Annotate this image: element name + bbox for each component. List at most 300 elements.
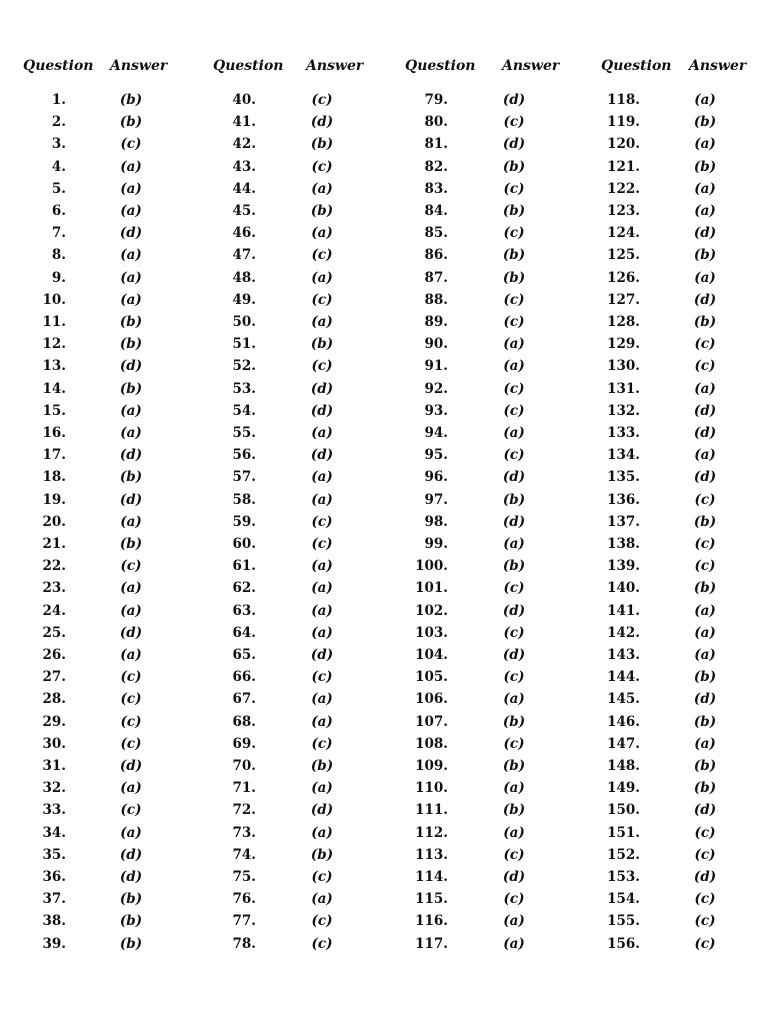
question-number: 58. [232, 492, 256, 508]
question-number: 75. [232, 869, 256, 885]
answer-value: (b) [693, 780, 717, 796]
question-number: 130. [607, 358, 640, 374]
answer-value: (c) [311, 159, 333, 175]
question-number: 99. [424, 536, 448, 552]
answer-value: (b) [693, 669, 717, 685]
question-number: 52. [232, 358, 256, 374]
question-number: 69. [232, 736, 256, 752]
question-number: 91. [424, 358, 448, 374]
answer-header: Answer [306, 58, 364, 74]
answer-value: (d) [119, 492, 143, 508]
question-number: 92. [424, 381, 448, 397]
answer-value: (b) [119, 913, 143, 929]
answer-value: (a) [311, 625, 333, 641]
question-number: 102. [415, 603, 448, 619]
question-number: 113. [415, 847, 448, 863]
answer-value: (a) [503, 825, 525, 841]
question-number: 24. [42, 603, 66, 619]
question-number: 44. [232, 181, 256, 197]
answer-value: (d) [502, 647, 526, 663]
question-number: 66. [232, 669, 256, 685]
question-number: 36. [42, 869, 66, 885]
answer-value: (a) [311, 270, 333, 286]
answer-value: (c) [311, 292, 333, 308]
question-number: 4. [51, 159, 66, 175]
question-number: 73. [232, 825, 256, 841]
answer-value: (d) [310, 114, 334, 130]
answer-value: (a) [311, 825, 333, 841]
question-number: 98. [424, 514, 448, 530]
answer-value: (d) [310, 447, 334, 463]
answer-value: (b) [119, 381, 143, 397]
question-number: 56. [232, 447, 256, 463]
answer-value: (a) [694, 181, 716, 197]
question-number: 54. [232, 403, 256, 419]
question-number: 46. [232, 225, 256, 241]
question-number: 28. [42, 691, 66, 707]
question-number: 2. [51, 114, 66, 130]
answer-value: (b) [310, 336, 334, 352]
question-number: 122. [607, 181, 640, 197]
answer-value: (b) [119, 114, 143, 130]
answer-value: (c) [694, 891, 716, 907]
question-number: 90. [424, 336, 448, 352]
question-number: 76. [232, 891, 256, 907]
question-number: 107. [415, 714, 448, 730]
answer-value: (b) [119, 936, 143, 952]
answer-value: (a) [311, 691, 333, 707]
question-number: 77. [232, 913, 256, 929]
question-number: 60. [232, 536, 256, 552]
answer-value: (c) [120, 669, 142, 685]
answer-value: (c) [694, 536, 716, 552]
question-number: 127. [607, 292, 640, 308]
question-number: 124. [607, 225, 640, 241]
answer-value: (a) [694, 92, 716, 108]
answer-value: (a) [503, 358, 525, 374]
answer-value: (c) [311, 869, 333, 885]
answer-value: (a) [694, 203, 716, 219]
answer-value: (d) [310, 403, 334, 419]
answer-value: (c) [694, 358, 716, 374]
answer-value: (c) [503, 580, 525, 596]
answer-value: (a) [694, 625, 716, 641]
answer-value: (b) [119, 891, 143, 907]
answer-value: (d) [502, 469, 526, 485]
answer-value: (c) [503, 447, 525, 463]
answer-value: (d) [119, 225, 143, 241]
answer-value: (d) [310, 381, 334, 397]
question-header: Question [213, 58, 284, 74]
answer-header: Answer [110, 58, 168, 74]
answer-value: (b) [502, 802, 526, 818]
answer-value: (a) [311, 225, 333, 241]
question-number: 20. [42, 514, 66, 530]
answer-value: (d) [693, 469, 717, 485]
question-number: 61. [232, 558, 256, 574]
question-number: 135. [607, 469, 640, 485]
answer-value: (d) [502, 136, 526, 152]
question-number: 39. [42, 936, 66, 952]
answer-value: (a) [120, 825, 142, 841]
answer-value: (a) [311, 580, 333, 596]
question-number: 85. [424, 225, 448, 241]
question-number: 15. [42, 403, 66, 419]
question-number: 145. [607, 691, 640, 707]
answer-value: (d) [502, 869, 526, 885]
question-number: 48. [232, 270, 256, 286]
question-number: 95. [424, 447, 448, 463]
question-number: 33. [42, 802, 66, 818]
question-number: 63. [232, 603, 256, 619]
answer-value: (a) [311, 425, 333, 441]
question-number: 131. [607, 381, 640, 397]
question-number: 26. [42, 647, 66, 663]
answer-value: (a) [503, 780, 525, 796]
answer-value: (d) [119, 447, 143, 463]
answer-header: Answer [502, 58, 560, 74]
answer-value: (a) [311, 714, 333, 730]
answer-value: (c) [503, 225, 525, 241]
answer-value: (a) [120, 203, 142, 219]
question-number: 41. [232, 114, 256, 130]
question-number: 147. [607, 736, 640, 752]
answer-value: (b) [693, 758, 717, 774]
question-number: 149. [607, 780, 640, 796]
question-number: 29. [42, 714, 66, 730]
question-number: 12. [42, 336, 66, 352]
answer-value: (a) [503, 336, 525, 352]
question-number: 153. [607, 869, 640, 885]
question-number: 42. [232, 136, 256, 152]
answer-value: (b) [693, 514, 717, 530]
answer-value: (a) [120, 159, 142, 175]
answer-value: (d) [502, 514, 526, 530]
question-number: 139. [607, 558, 640, 574]
answer-header: Answer [689, 58, 747, 74]
question-number: 59. [232, 514, 256, 530]
question-number: 132. [607, 403, 640, 419]
answer-value: (b) [310, 758, 334, 774]
question-number: 8. [51, 247, 66, 263]
answer-value: (d) [693, 691, 717, 707]
question-number: 19. [42, 492, 66, 508]
answer-value: (b) [310, 203, 334, 219]
question-number: 9. [51, 270, 66, 286]
question-number: 144. [607, 669, 640, 685]
answer-value: (d) [693, 403, 717, 419]
answer-value: (c) [503, 891, 525, 907]
answer-value: (c) [503, 625, 525, 641]
answer-value: (b) [502, 203, 526, 219]
question-number: 88. [424, 292, 448, 308]
question-number: 43. [232, 159, 256, 175]
question-number: 62. [232, 580, 256, 596]
question-number: 1. [51, 92, 66, 108]
answer-value: (c) [311, 247, 333, 263]
answer-value: (c) [311, 514, 333, 530]
answer-value: (b) [119, 314, 143, 330]
question-number: 32. [42, 780, 66, 796]
question-number: 38. [42, 913, 66, 929]
answer-value: (a) [503, 536, 525, 552]
question-number: 140. [607, 580, 640, 596]
answer-value: (c) [311, 736, 333, 752]
question-number: 100. [415, 558, 448, 574]
answer-value: (c) [694, 558, 716, 574]
question-number: 155. [607, 913, 640, 929]
question-number: 74. [232, 847, 256, 863]
answer-value: (c) [503, 669, 525, 685]
answer-value: (a) [694, 270, 716, 286]
question-number: 71. [232, 780, 256, 796]
question-number: 65. [232, 647, 256, 663]
question-number: 154. [607, 891, 640, 907]
question-number: 112. [415, 825, 448, 841]
answer-value: (d) [310, 802, 334, 818]
question-number: 21. [42, 536, 66, 552]
question-number: 133. [607, 425, 640, 441]
question-number: 125. [607, 247, 640, 263]
question-number: 148. [607, 758, 640, 774]
answer-value: (b) [502, 247, 526, 263]
answer-value: (c) [120, 136, 142, 152]
answer-value: (d) [693, 292, 717, 308]
question-number: 106. [415, 691, 448, 707]
answer-value: (d) [119, 625, 143, 641]
question-number: 35. [42, 847, 66, 863]
question-number: 101. [415, 580, 448, 596]
question-number: 16. [42, 425, 66, 441]
question-number: 79. [424, 92, 448, 108]
answer-value: (a) [120, 247, 142, 263]
answer-value: (b) [310, 136, 334, 152]
question-number: 94. [424, 425, 448, 441]
answer-value: (a) [311, 603, 333, 619]
question-number: 57. [232, 469, 256, 485]
question-number: 118. [607, 92, 640, 108]
answer-value: (c) [503, 292, 525, 308]
answer-value: (a) [311, 492, 333, 508]
question-number: 89. [424, 314, 448, 330]
question-number: 93. [424, 403, 448, 419]
answer-value: (a) [120, 425, 142, 441]
question-number: 23. [42, 580, 66, 596]
answer-value: (b) [693, 714, 717, 730]
question-number: 83. [424, 181, 448, 197]
question-number: 137. [607, 514, 640, 530]
question-header: Question [601, 58, 672, 74]
answer-value: (d) [693, 869, 717, 885]
question-number: 11. [42, 314, 66, 330]
answer-value: (c) [694, 825, 716, 841]
question-number: 128. [607, 314, 640, 330]
question-number: 136. [607, 492, 640, 508]
question-number: 97. [424, 492, 448, 508]
question-number: 86. [424, 247, 448, 263]
question-number: 142. [607, 625, 640, 641]
answer-value: (b) [502, 159, 526, 175]
question-number: 150. [607, 802, 640, 818]
question-number: 141. [607, 603, 640, 619]
answer-value: (b) [502, 558, 526, 574]
answer-value: (b) [502, 714, 526, 730]
question-number: 120. [607, 136, 640, 152]
answer-value: (a) [503, 913, 525, 929]
question-number: 129. [607, 336, 640, 352]
answer-value: (a) [311, 891, 333, 907]
question-number: 13. [42, 358, 66, 374]
question-number: 17. [42, 447, 66, 463]
answer-value: (b) [693, 114, 717, 130]
answer-value: (a) [694, 447, 716, 463]
answer-value: (c) [311, 358, 333, 374]
question-number: 3. [51, 136, 66, 152]
answer-value: (b) [502, 492, 526, 508]
answer-value: (c) [311, 936, 333, 952]
answer-value: (c) [503, 181, 525, 197]
answer-value: (b) [693, 247, 717, 263]
answer-value: (d) [119, 358, 143, 374]
question-number: 51. [232, 336, 256, 352]
answer-value: (a) [503, 425, 525, 441]
answer-value: (a) [694, 647, 716, 663]
question-number: 82. [424, 159, 448, 175]
question-number: 151. [607, 825, 640, 841]
answer-value: (c) [694, 336, 716, 352]
question-number: 81. [424, 136, 448, 152]
answer-value: (b) [119, 469, 143, 485]
answer-value: (a) [120, 270, 142, 286]
answer-value: (c) [503, 114, 525, 130]
answer-value: (a) [311, 558, 333, 574]
question-number: 108. [415, 736, 448, 752]
answer-value: (b) [502, 758, 526, 774]
question-number: 5. [51, 181, 66, 197]
answer-value: (a) [694, 381, 716, 397]
question-number: 70. [232, 758, 256, 774]
answer-value: (d) [502, 603, 526, 619]
question-number: 45. [232, 203, 256, 219]
question-number: 96. [424, 469, 448, 485]
question-number: 87. [424, 270, 448, 286]
answer-value: (b) [693, 314, 717, 330]
answer-value: (b) [502, 270, 526, 286]
answer-value: (a) [120, 514, 142, 530]
question-number: 30. [42, 736, 66, 752]
answer-value: (a) [503, 936, 525, 952]
question-number: 22. [42, 558, 66, 574]
question-number: 110. [415, 780, 448, 796]
question-number: 104. [415, 647, 448, 663]
answer-value: (c) [503, 736, 525, 752]
question-number: 126. [607, 270, 640, 286]
answer-value: (a) [120, 403, 142, 419]
answer-value: (d) [310, 647, 334, 663]
question-number: 50. [232, 314, 256, 330]
answer-value: (a) [694, 603, 716, 619]
question-number: 114. [415, 869, 448, 885]
question-number: 47. [232, 247, 256, 263]
answer-value: (a) [120, 580, 142, 596]
answer-value: (c) [311, 536, 333, 552]
answer-value: (c) [694, 847, 716, 863]
answer-value: (a) [311, 780, 333, 796]
answer-value: (a) [120, 181, 142, 197]
question-number: 103. [415, 625, 448, 641]
question-number: 34. [42, 825, 66, 841]
question-number: 49. [232, 292, 256, 308]
question-number: 55. [232, 425, 256, 441]
answer-value: (c) [311, 913, 333, 929]
answer-value: (b) [119, 536, 143, 552]
question-header: Question [23, 58, 94, 74]
question-number: 116. [415, 913, 448, 929]
question-number: 123. [607, 203, 640, 219]
answer-value: (a) [120, 603, 142, 619]
question-number: 111. [415, 802, 448, 818]
answer-value: (a) [503, 691, 525, 707]
answer-value: (c) [503, 403, 525, 419]
answer-value: (d) [119, 869, 143, 885]
answer-value: (d) [693, 802, 717, 818]
question-number: 80. [424, 114, 448, 130]
question-number: 119. [607, 114, 640, 130]
question-number: 109. [415, 758, 448, 774]
answer-value: (c) [311, 92, 333, 108]
question-number: 78. [232, 936, 256, 952]
answer-value: (d) [119, 847, 143, 863]
question-number: 143. [607, 647, 640, 663]
answer-value: (c) [120, 691, 142, 707]
answer-value: (a) [120, 780, 142, 796]
question-number: 121. [607, 159, 640, 175]
question-number: 64. [232, 625, 256, 641]
answer-value: (c) [694, 913, 716, 929]
answer-value: (c) [503, 847, 525, 863]
answer-value: (c) [694, 492, 716, 508]
question-number: 6. [51, 203, 66, 219]
question-number: 10. [42, 292, 66, 308]
answer-value: (c) [120, 558, 142, 574]
answer-value: (a) [120, 647, 142, 663]
question-number: 152. [607, 847, 640, 863]
answer-value: (a) [694, 736, 716, 752]
question-number: 67. [232, 691, 256, 707]
answer-value: (c) [311, 669, 333, 685]
answer-value: (b) [693, 580, 717, 596]
answer-value: (b) [310, 847, 334, 863]
answer-value: (a) [120, 292, 142, 308]
question-number: 27. [42, 669, 66, 685]
question-number: 68. [232, 714, 256, 730]
answer-value: (c) [120, 736, 142, 752]
answer-value: (c) [120, 802, 142, 818]
answer-value: (d) [119, 758, 143, 774]
answer-value: (b) [693, 159, 717, 175]
answer-value: (c) [503, 381, 525, 397]
answer-value: (c) [120, 714, 142, 730]
question-number: 72. [232, 802, 256, 818]
question-number: 7. [51, 225, 66, 241]
question-number: 40. [232, 92, 256, 108]
answer-value: (d) [693, 425, 717, 441]
answer-value: (d) [693, 225, 717, 241]
question-number: 138. [607, 536, 640, 552]
answer-value: (b) [119, 336, 143, 352]
question-number: 31. [42, 758, 66, 774]
question-number: 134. [607, 447, 640, 463]
